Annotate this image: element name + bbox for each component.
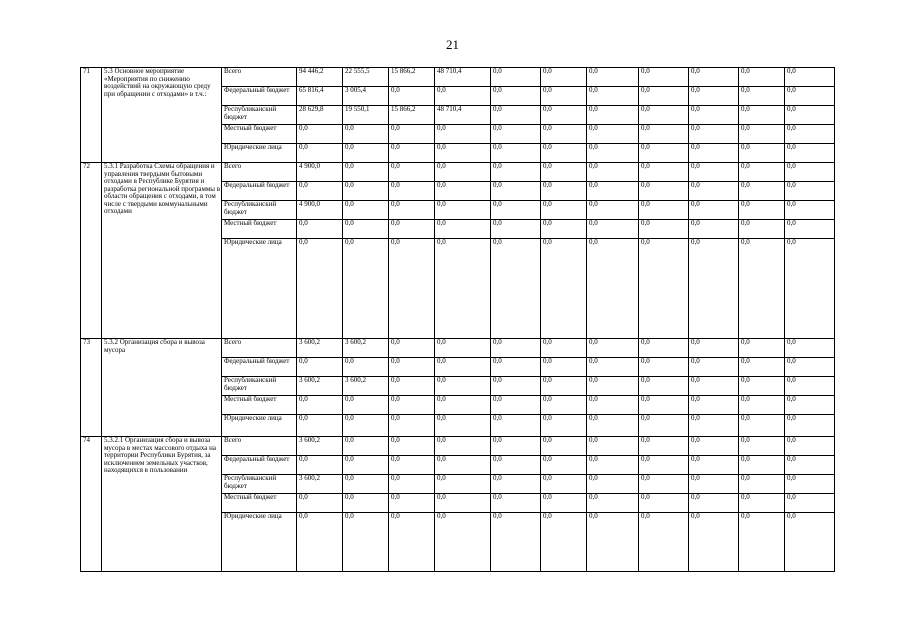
amount-cell: 0,0	[639, 494, 689, 513]
amount-cell: 0,0	[639, 239, 689, 339]
amount-cell: 0,0	[587, 106, 639, 125]
amount-cell: 0,0	[389, 163, 435, 182]
table-row	[81, 437, 835, 456]
amount-cell: 0,0	[491, 144, 541, 163]
amount-cell: 0,0	[541, 377, 587, 396]
amount-cell: 0,0	[785, 125, 835, 144]
amount-cell: 0,0	[639, 201, 689, 220]
amount-cell: 0,0	[739, 396, 785, 415]
amount-cell: 0,0	[435, 339, 491, 358]
amount-cell: 0,0	[297, 396, 343, 415]
amount-cell: 0,0	[587, 163, 639, 182]
amount-cell: 0,0	[343, 475, 389, 494]
funding-source: Федеральный бюджет	[222, 358, 297, 377]
amount-cell: 0,0	[435, 437, 491, 456]
amount-cell: 0,0	[785, 396, 835, 415]
amount-cell: 0,0	[491, 87, 541, 106]
amount-cell: 0,0	[639, 475, 689, 494]
amount-cell: 0,0	[541, 415, 587, 437]
amount-cell: 0,0	[785, 163, 835, 182]
amount-cell: 0,0	[785, 377, 835, 396]
amount-cell: 0,0	[739, 201, 785, 220]
amount-cell: 0,0	[297, 239, 343, 339]
amount-cell: 0,0	[435, 475, 491, 494]
table-row	[81, 163, 835, 182]
amount-cell: 0,0	[639, 396, 689, 415]
funding-source: Республиканский бюджет	[222, 201, 297, 220]
amount-cell: 0,0	[739, 513, 785, 572]
amount-cell: 0,0	[689, 220, 739, 239]
amount-cell: 0,0	[491, 68, 541, 87]
amount-cell: 0,0	[689, 68, 739, 87]
amount-cell: 0,0	[639, 106, 689, 125]
amount-cell: 0,0	[389, 239, 435, 339]
amount-cell: 0,0	[639, 182, 689, 201]
amount-cell: 0,0	[491, 437, 541, 456]
amount-cell: 0,0	[343, 125, 389, 144]
amount-cell: 0,0	[491, 239, 541, 339]
amount-cell: 0,0	[689, 415, 739, 437]
amount-cell: 0,0	[435, 87, 491, 106]
amount-cell: 0,0	[541, 87, 587, 106]
amount-cell: 0,0	[435, 456, 491, 475]
amount-cell: 4 900,0	[297, 163, 343, 182]
amount-cell: 0,0	[343, 513, 389, 572]
amount-cell: 0,0	[491, 456, 541, 475]
amount-cell: 0,0	[639, 68, 689, 87]
amount-cell: 0,0	[435, 220, 491, 239]
amount-cell: 0,0	[343, 415, 389, 437]
amount-cell: 0,0	[435, 182, 491, 201]
amount-cell: 0,0	[739, 106, 785, 125]
funding-source: Местный бюджет	[222, 396, 297, 415]
amount-cell: 0,0	[739, 339, 785, 358]
amount-cell: 0,0	[541, 339, 587, 358]
amount-cell: 4 900,0	[297, 201, 343, 220]
amount-cell: 0,0	[343, 456, 389, 475]
amount-cell: 0,0	[587, 182, 639, 201]
amount-cell: 0,0	[689, 456, 739, 475]
amount-cell: 0,0	[739, 144, 785, 163]
amount-cell: 0,0	[785, 358, 835, 377]
amount-cell: 0,0	[739, 220, 785, 239]
measure-name: 5.3.1 Разработка Схемы обращения и управления твердыми бытовыми отходами в Республике Бурятия и разработка региональной программы в области обращения с отходами, в том числе с твердыми коммунальными отходами	[102, 163, 222, 339]
amount-cell: 19 550,1	[343, 106, 389, 125]
amount-cell: 0,0	[343, 201, 389, 220]
amount-cell: 0,0	[491, 377, 541, 396]
amount-cell: 0,0	[389, 339, 435, 358]
amount-cell: 0,0	[541, 144, 587, 163]
amount-cell: 0,0	[639, 415, 689, 437]
amount-cell: 0,0	[541, 125, 587, 144]
amount-cell: 0,0	[343, 239, 389, 339]
amount-cell: 0,0	[739, 182, 785, 201]
amount-cell: 0,0	[587, 201, 639, 220]
amount-cell: 0,0	[491, 220, 541, 239]
amount-cell: 0,0	[297, 220, 343, 239]
amount-cell: 0,0	[639, 456, 689, 475]
amount-cell: 0,0	[639, 87, 689, 106]
funding-source: Юридические лица	[222, 513, 297, 572]
amount-cell: 0,0	[491, 182, 541, 201]
amount-cell: 3 600,2	[343, 377, 389, 396]
funding-source: Местный бюджет	[222, 494, 297, 513]
amount-cell: 0,0	[297, 415, 343, 437]
amount-cell: 65 816,4	[297, 87, 343, 106]
amount-cell: 0,0	[739, 494, 785, 513]
amount-cell: 0,0	[587, 68, 639, 87]
amount-cell: 0,0	[389, 220, 435, 239]
amount-cell: 0,0	[389, 87, 435, 106]
amount-cell: 0,0	[435, 494, 491, 513]
amount-cell: 0,0	[739, 437, 785, 456]
amount-cell: 0,0	[785, 106, 835, 125]
amount-cell: 15 866,2	[389, 68, 435, 87]
amount-cell: 0,0	[739, 415, 785, 437]
amount-cell: 0,0	[587, 358, 639, 377]
amount-cell: 0,0	[587, 220, 639, 239]
row-number: 72	[81, 163, 102, 339]
amount-cell: 0,0	[689, 494, 739, 513]
amount-cell: 0,0	[689, 475, 739, 494]
amount-cell: 0,0	[785, 494, 835, 513]
amount-cell: 0,0	[435, 415, 491, 437]
amount-cell: 0,0	[587, 239, 639, 339]
amount-cell: 0,0	[491, 106, 541, 125]
amount-cell: 0,0	[785, 144, 835, 163]
amount-cell: 0,0	[435, 513, 491, 572]
row-number: 74	[81, 437, 102, 572]
amount-cell: 0,0	[491, 339, 541, 358]
amount-cell: 0,0	[343, 220, 389, 239]
amount-cell: 0,0	[785, 475, 835, 494]
amount-cell: 0,0	[541, 437, 587, 456]
amount-cell: 3 600,2	[297, 339, 343, 358]
amount-cell: 0,0	[389, 415, 435, 437]
amount-cell: 48 710,4	[435, 106, 491, 125]
amount-cell: 0,0	[689, 339, 739, 358]
amount-cell: 94 446,2	[297, 68, 343, 87]
amount-cell: 0,0	[587, 125, 639, 144]
amount-cell: 0,0	[739, 125, 785, 144]
amount-cell: 0,0	[491, 494, 541, 513]
amount-cell: 0,0	[541, 475, 587, 494]
amount-cell: 0,0	[689, 163, 739, 182]
amount-cell: 0,0	[689, 201, 739, 220]
amount-cell: 0,0	[541, 106, 587, 125]
measure-name: 5.3.2.1 Организация сбора и вывоза мусора в местах массового отдыха на территории Республики Бурятия, за исключением земельных участков, находящихся в пользовании	[102, 437, 222, 572]
amount-cell: 0,0	[785, 201, 835, 220]
row-number: 71	[81, 68, 102, 163]
amount-cell: 0,0	[491, 415, 541, 437]
amount-cell: 0,0	[739, 87, 785, 106]
amount-cell: 0,0	[297, 513, 343, 572]
amount-cell: 0,0	[541, 220, 587, 239]
funding-source: Юридические лица	[222, 239, 297, 339]
funding-source: Местный бюджет	[222, 125, 297, 144]
amount-cell: 15 866,2	[389, 106, 435, 125]
amount-cell: 0,0	[639, 125, 689, 144]
funding-source: Республиканский бюджет	[222, 106, 297, 125]
amount-cell: 0,0	[587, 339, 639, 358]
amount-cell: 0,0	[541, 358, 587, 377]
amount-cell: 0,0	[587, 437, 639, 456]
amount-cell: 0,0	[785, 239, 835, 339]
amount-cell: 0,0	[541, 396, 587, 415]
amount-cell: 0,0	[785, 437, 835, 456]
amount-cell: 0,0	[541, 456, 587, 475]
funding-source: Всего	[222, 339, 297, 358]
amount-cell: 3 600,2	[343, 339, 389, 358]
amount-cell: 0,0	[389, 358, 435, 377]
amount-cell: 3 005,4	[343, 87, 389, 106]
amount-cell: 0,0	[343, 437, 389, 456]
amount-cell: 0,0	[491, 475, 541, 494]
amount-cell: 0,0	[389, 513, 435, 572]
amount-cell: 0,0	[785, 456, 835, 475]
amount-cell: 0,0	[785, 513, 835, 572]
amount-cell: 0,0	[689, 377, 739, 396]
amount-cell: 0,0	[343, 358, 389, 377]
amount-cell: 0,0	[689, 182, 739, 201]
amount-cell: 0,0	[343, 144, 389, 163]
amount-cell: 0,0	[739, 163, 785, 182]
amount-cell: 0,0	[785, 68, 835, 87]
funding-source: Федеральный бюджет	[222, 456, 297, 475]
amount-cell: 0,0	[343, 494, 389, 513]
row-number: 73	[81, 339, 102, 437]
amount-cell: 0,0	[689, 358, 739, 377]
amount-cell: 0,0	[785, 339, 835, 358]
amount-cell: 0,0	[587, 494, 639, 513]
amount-cell: 0,0	[541, 239, 587, 339]
amount-cell: 0,0	[689, 87, 739, 106]
amount-cell: 0,0	[639, 377, 689, 396]
amount-cell: 0,0	[435, 377, 491, 396]
funding-source: Республиканский бюджет	[222, 377, 297, 396]
amount-cell: 0,0	[343, 182, 389, 201]
amount-cell: 0,0	[435, 201, 491, 220]
funding-source: Всего	[222, 437, 297, 456]
amount-cell: 0,0	[639, 513, 689, 572]
measure-name: 5.3.2 Организация сбора и вывоза мусора	[102, 339, 222, 437]
amount-cell: 0,0	[491, 513, 541, 572]
amount-cell: 0,0	[739, 239, 785, 339]
amount-cell: 0,0	[435, 125, 491, 144]
amount-cell: 0,0	[587, 513, 639, 572]
measure-name: 5.3 Основное мероприятие «Мероприятия по снижению воздействий на окружающую среду при обращении с отходами» в т.ч.:	[102, 68, 222, 163]
amount-cell: 0,0	[587, 456, 639, 475]
amount-cell: 0,0	[639, 144, 689, 163]
amount-cell: 0,0	[587, 475, 639, 494]
amount-cell: 0,0	[785, 87, 835, 106]
amount-cell: 0,0	[541, 201, 587, 220]
table-row	[81, 339, 835, 358]
amount-cell: 0,0	[739, 68, 785, 87]
amount-cell: 0,0	[689, 239, 739, 339]
amount-cell: 0,0	[491, 125, 541, 144]
amount-cell: 0,0	[785, 220, 835, 239]
funding-source: Федеральный бюджет	[222, 182, 297, 201]
amount-cell: 0,0	[739, 377, 785, 396]
amount-cell: 0,0	[435, 163, 491, 182]
amount-cell: 0,0	[389, 456, 435, 475]
amount-cell: 0,0	[587, 144, 639, 163]
amount-cell: 0,0	[541, 513, 587, 572]
amount-cell: 0,0	[389, 494, 435, 513]
table-row	[81, 68, 835, 87]
amount-cell: 0,0	[389, 201, 435, 220]
amount-cell: 0,0	[689, 144, 739, 163]
amount-cell: 0,0	[297, 125, 343, 144]
amount-cell: 0,0	[541, 494, 587, 513]
amount-cell: 28 629,8	[297, 106, 343, 125]
amount-cell: 3 600,2	[297, 437, 343, 456]
amount-cell: 0,0	[739, 456, 785, 475]
amount-cell: 0,0	[435, 144, 491, 163]
amount-cell: 0,0	[435, 239, 491, 339]
amount-cell: 0,0	[343, 396, 389, 415]
amount-cell: 0,0	[491, 163, 541, 182]
amount-cell: 3 600,2	[297, 475, 343, 494]
amount-cell: 0,0	[389, 475, 435, 494]
amount-cell: 0,0	[297, 358, 343, 377]
amount-cell: 0,0	[689, 106, 739, 125]
amount-cell: 0,0	[541, 68, 587, 87]
funding-source: Юридические лица	[222, 144, 297, 163]
amount-cell: 0,0	[639, 358, 689, 377]
amount-cell: 0,0	[689, 437, 739, 456]
amount-cell: 0,0	[389, 144, 435, 163]
amount-cell: 0,0	[587, 396, 639, 415]
amount-cell: 0,0	[639, 163, 689, 182]
amount-cell: 0,0	[491, 358, 541, 377]
amount-cell: 0,0	[785, 182, 835, 201]
amount-cell: 0,0	[389, 396, 435, 415]
amount-cell: 48 710,4	[435, 68, 491, 87]
amount-cell: 0,0	[639, 339, 689, 358]
amount-cell: 0,0	[689, 125, 739, 144]
funding-source: Всего	[222, 163, 297, 182]
funding-source: Федеральный бюджет	[222, 87, 297, 106]
funding-source: Всего	[222, 68, 297, 87]
funding-source: Местный бюджет	[222, 220, 297, 239]
amount-cell: 3 600,2	[297, 377, 343, 396]
amount-cell: 0,0	[639, 437, 689, 456]
amount-cell: 0,0	[435, 396, 491, 415]
amount-cell: 0,0	[491, 201, 541, 220]
amount-cell: 0,0	[639, 220, 689, 239]
amount-cell: 0,0	[689, 396, 739, 415]
amount-cell: 0,0	[297, 494, 343, 513]
amount-cell: 0,0	[541, 182, 587, 201]
amount-cell: 0,0	[297, 456, 343, 475]
amount-cell: 0,0	[297, 144, 343, 163]
amount-cell: 22 555,5	[343, 68, 389, 87]
funding-source: Республиканский бюджет	[222, 475, 297, 494]
page-number: 21	[446, 37, 459, 52]
amount-cell: 0,0	[389, 377, 435, 396]
amount-cell: 0,0	[587, 377, 639, 396]
amount-cell: 0,0	[587, 87, 639, 106]
amount-cell: 0,0	[435, 358, 491, 377]
amount-cell: 0,0	[541, 163, 587, 182]
budget-table	[80, 67, 835, 572]
funding-source: Юридические лица	[222, 415, 297, 437]
amount-cell: 0,0	[343, 163, 389, 182]
amount-cell: 0,0	[785, 415, 835, 437]
amount-cell: 0,0	[689, 513, 739, 572]
amount-cell: 0,0	[739, 475, 785, 494]
amount-cell: 0,0	[739, 358, 785, 377]
amount-cell: 0,0	[587, 415, 639, 437]
amount-cell: 0,0	[389, 437, 435, 456]
amount-cell: 0,0	[389, 182, 435, 201]
amount-cell: 0,0	[297, 182, 343, 201]
amount-cell: 0,0	[491, 396, 541, 415]
amount-cell: 0,0	[389, 125, 435, 144]
